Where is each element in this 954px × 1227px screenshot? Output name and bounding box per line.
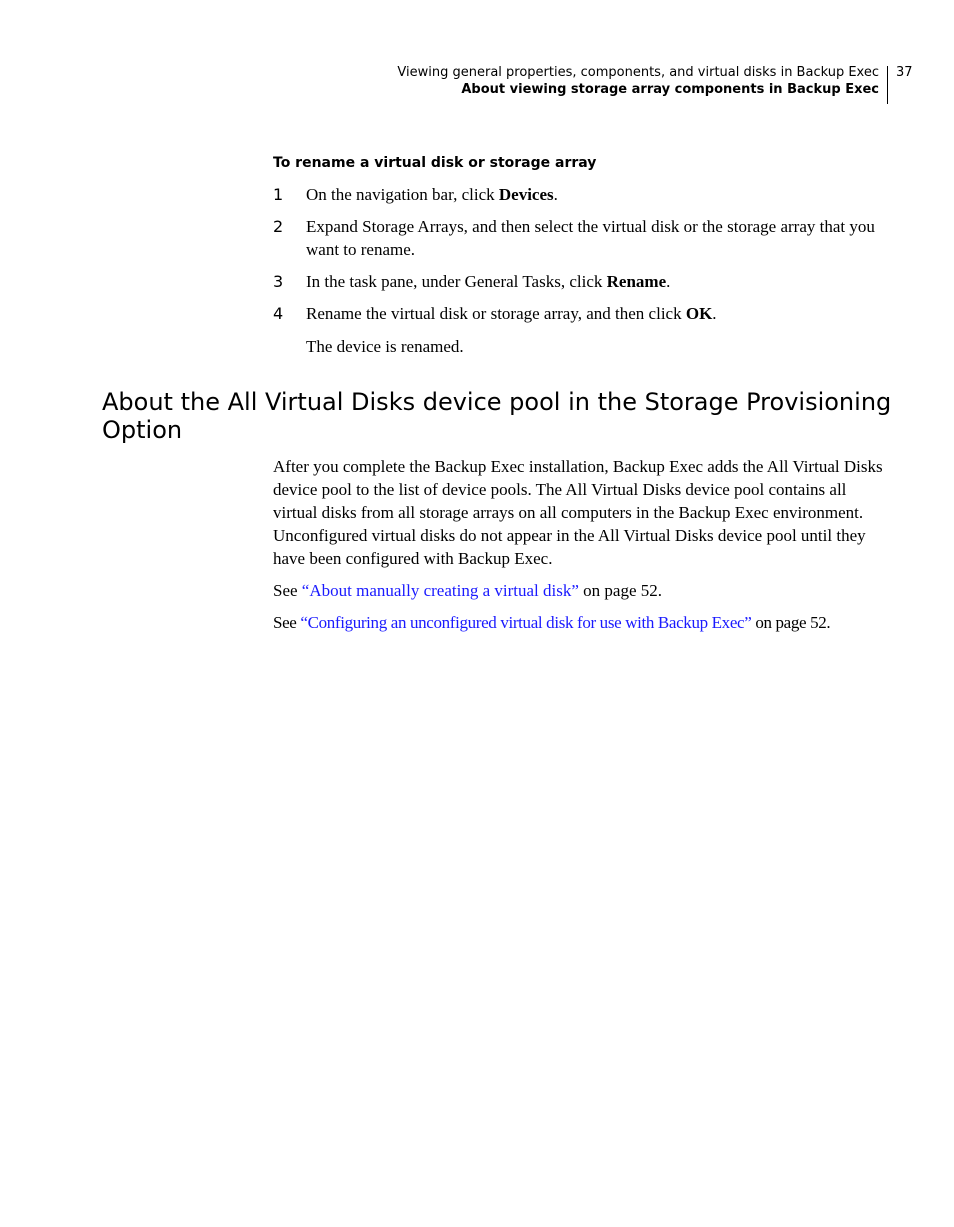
cross-reference-link[interactable]: “Configuring an unconfigured virtual disk for use with Backup Exec” [300,613,752,632]
step-text: On the navigation bar, click Devices. [306,185,558,204]
step-text: Expand Storage Arrays, and then select the virtual disk or the storage array that you want to rename. [306,217,875,259]
step-1 [273,183,893,206]
see-also-1: See “About manually creating a virtual disk” on page 52. [273,581,662,600]
section-body [273,455,893,643]
ui-term: Devices [498,185,554,204]
cross-reference-link[interactable]: “About manually creating a virtual disk” [301,581,579,600]
ui-term: Rename [606,272,667,291]
procedure-steps [273,183,893,358]
step-number: 2 [273,217,284,236]
step-4 [273,302,893,325]
body-paragraph: After you complete the Backup Exec installation, Backup Exec adds the All Virtual Disks device pool to the list of device pools. The All Virtual Disks device pool contains all virtual disks from all storage arrays on all computers in the Backup Exec environment. Unconfigured virtual disks do not appear in the All Virtual Disks device pool until they have been configured with Backup Exec. [273,457,883,568]
page-number: 37 [896,65,913,80]
step-number: 1 [273,185,284,204]
see-also-2: See “Configuring an unconfigured virtual disk for use with Backup Exec” on page 52. [273,613,831,632]
procedure-title: To rename a virtual disk or storage array [273,155,597,171]
step-2 [273,215,893,261]
step-3 [273,270,893,293]
header-divider [887,66,888,104]
step-text: In the task pane, under General Tasks, click Rename. [306,272,671,291]
step-number: 4 [273,304,284,323]
running-header [279,64,879,98]
step-number: 3 [273,272,284,291]
section-title: About viewing storage array components in Backup Exec [461,82,879,97]
step-text: Rename the virtual disk or storage array, and then click OK. [306,304,717,323]
chapter-title: Viewing general properties, components, and virtual disks in Backup Exec [397,65,879,80]
ui-term: OK [685,304,713,323]
step-result: The device is renamed. [306,337,464,356]
section-heading: About the All Virtual Disks device pool in the Storage Provisioning Option [102,388,892,444]
